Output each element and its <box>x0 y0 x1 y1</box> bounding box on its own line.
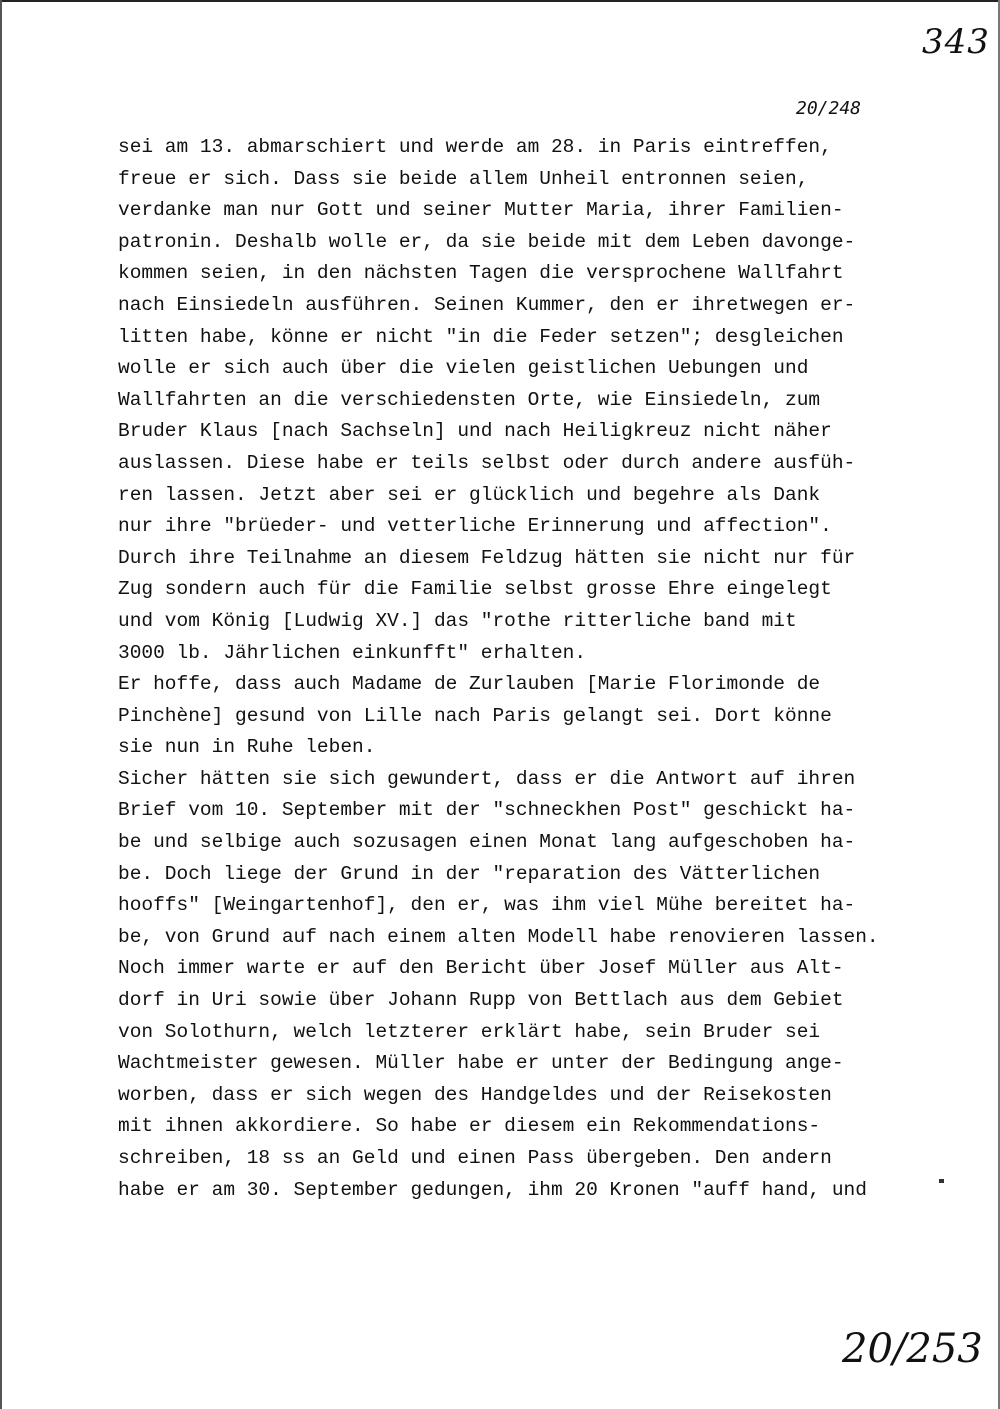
text-line: sei am 13. abmarschiert und werde am 28. in Paris eintreffen, <box>118 136 832 158</box>
margin-mark <box>939 1179 944 1183</box>
text-line: auslassen. Diese habe er teils selbst oder durch andere ausfüh- <box>118 451 856 474</box>
text-line: Durch ihre Teilnahme an diesem Feldzug hätten sie nicht nur für <box>118 546 856 569</box>
text-line: worben, dass er sich wegen des Handgeldes und der Reisekosten <box>118 1083 832 1106</box>
text-line: litten habe, könne er nicht "in die Feder setzen"; desgleichen <box>118 325 844 348</box>
text-line: Zug sondern auch für die Familie selbst grosse Ehre eingelegt <box>118 578 832 601</box>
text-line: Noch immer warte er auf den Bericht über Josef Müller aus Alt- <box>118 957 844 980</box>
scan-border-top <box>0 0 1000 2</box>
text-line: be. Doch liege der Grund in der "reparation des Vätterlichen <box>118 862 821 885</box>
handwritten-folio-number: 343 <box>922 22 990 62</box>
text-line: sie nun in Ruhe leben. <box>118 736 376 759</box>
text-line: nach Einsiedeln ausführen. Seinen Kummer, den er ihretwegen er- <box>118 293 856 316</box>
text-line: 3000 lb. Jährlichen einkunfft" erhalten. <box>118 641 587 664</box>
text-line: dorf in Uri sowie über Johann Rupp von Bettlach aus dem Gebiet <box>118 989 844 1012</box>
text-line: hooffs" [Weingartenhof], den er, was ihm viel Mühe bereitet ha- <box>118 894 856 917</box>
text-line: Wachtmeister gewesen. Müller habe er unter der Bedingung ange- <box>118 1052 844 1075</box>
text-line: von Solothurn, welch letzterer erklärt habe, sein Bruder sei <box>118 1020 821 1043</box>
text-line: freue er sich. Dass sie beide allem Unheil entronnen seien, <box>118 167 809 190</box>
text-line: ren lassen. Jetzt aber sei er glücklich und begehre als Dank <box>118 483 821 506</box>
text-line: be, von Grund auf nach einem alten Modell habe renovieren lassen. <box>118 925 879 948</box>
text-line: habe er am 30. September gedungen, ihm 20 Kronen "auff hand, und <box>118 1178 867 1201</box>
reference-number: 20/248 <box>796 98 862 119</box>
text-line: Er hoffe, dass auch Madame de Zurlauben [Marie Florimonde de <box>118 673 821 696</box>
text-line: nur ihre "brüeder- und vetterliche Erinnerung und affection". <box>118 515 832 538</box>
body-text <box>118 132 918 1206</box>
text-line: schreiben, 18 ss an Geld und einen Pass übergeben. Den andern <box>118 1147 832 1169</box>
scan-border-left <box>0 0 2 1409</box>
handwritten-footer-number: 20/253 <box>842 1326 983 1372</box>
text-line: und vom König [Ludwig XV.] das "rothe ritterliche band mit <box>118 609 797 632</box>
text-line: Bruder Klaus [nach Sachseln] und nach Heiligkreuz nicht näher <box>118 420 832 443</box>
text-line: Pinchène] gesund von Lille nach Paris gelangt sei. Dort könne <box>118 704 832 727</box>
text-line: kommen seien, in den nächsten Tagen die versprochene Wallfahrt <box>118 262 844 285</box>
text-line: Wallfahrten an die verschiedensten Orte, wie Einsiedeln, zum <box>118 388 821 411</box>
text-line: be und selbige auch sozusagen einen Monat lang aufgeschoben ha- <box>118 831 856 854</box>
text-line: verdanke man nur Gott und seiner Mutter Maria, ihrer Familien- <box>118 199 844 222</box>
text-line: mit ihnen akkordiere. So habe er diesem ein Rekommendations- <box>118 1115 821 1138</box>
text-line: patronin. Deshalb wolle er, da sie beide mit dem Leben davonge- <box>118 230 856 253</box>
text-line: wolle er sich auch über die vielen geistlichen Uebungen und <box>118 357 809 380</box>
text-line: Brief vom 10. September mit der "schneckhen Post" geschickt ha- <box>118 799 856 822</box>
text-line: Sicher hätten sie sich gewundert, dass er die Antwort auf ihren <box>118 767 856 790</box>
